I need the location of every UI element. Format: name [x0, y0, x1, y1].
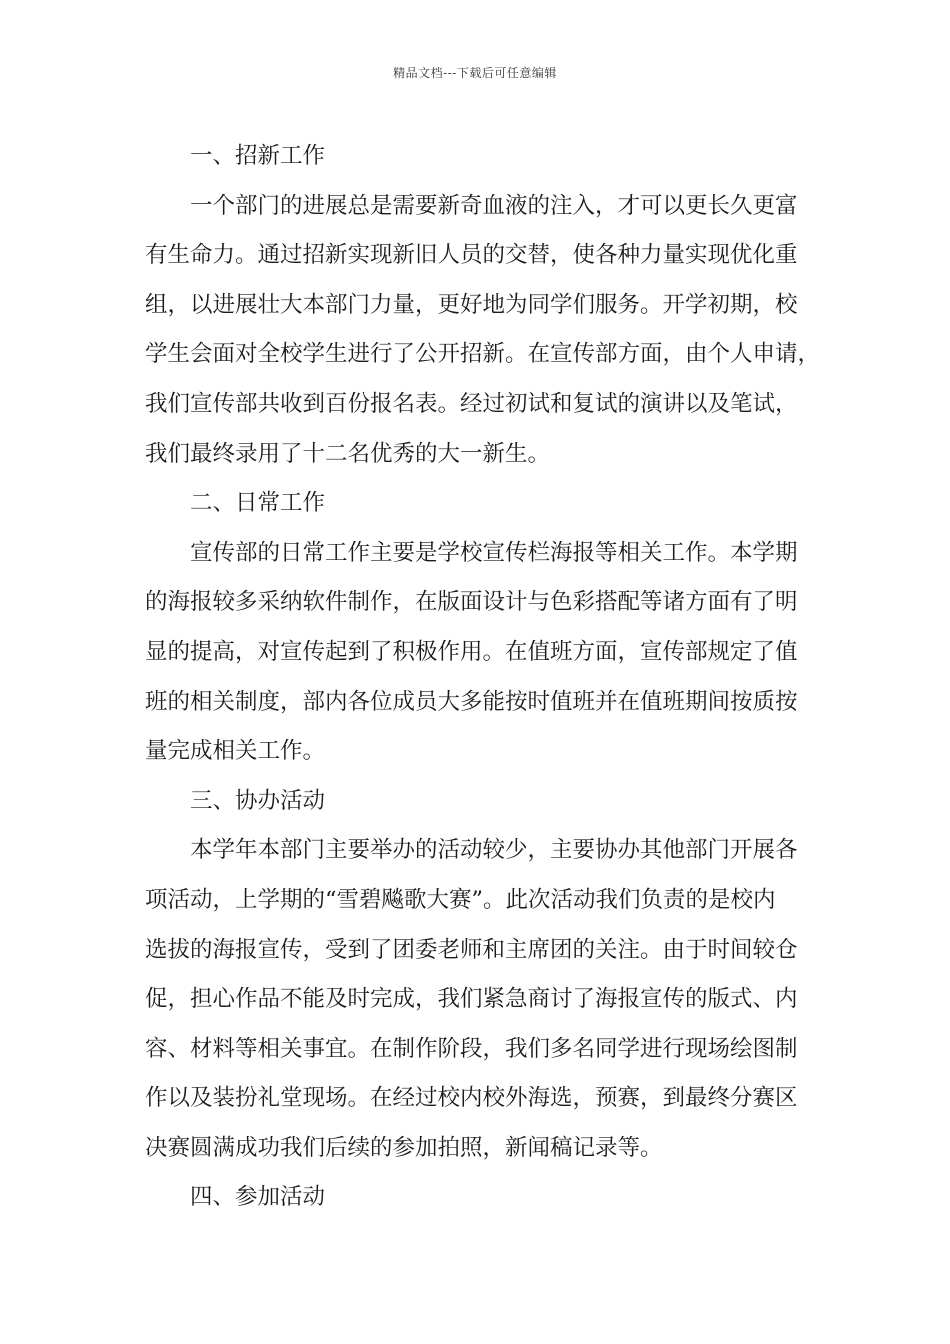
paragraph-line: 促，担心作品不能及时完成，我们紧急商讨了海报宣传的版式、内: [145, 986, 798, 1013]
paragraph-line: 项活动，上学期的“雪碧飚歌大赛”。此次活动我们负责的是校内: [145, 886, 776, 913]
paragraph-line: 有生命力。通过招新实现新旧人员的交替，使各种力量实现优化重: [145, 242, 798, 269]
paragraph-line: 组，以进展壮大本部门力量，更好地为同学们服务。开学初期，校: [145, 291, 798, 318]
paragraph-line: 学生会面对全校学生进行了公开招新。在宣传部方面，由个人申请，: [145, 341, 821, 368]
paragraph-line: 一个部门的进展总是需要新奇血液的注入，才可以更长久更富: [190, 192, 798, 219]
page-header-watermark: 精品文档---下载后可任意编辑: [393, 66, 557, 80]
paragraph-line: 我们宣传部共收到百份报名表。经过初试和复试的演讲以及笔试，: [145, 390, 798, 417]
paragraph-line: 容、材料等相关事宜。在制作阶段，我们多名同学进行现场绘图制: [145, 1035, 798, 1062]
paragraph-line: 选拔的海报宣传，受到了团委老师和主席团的关注。由于时间较仓: [145, 936, 798, 963]
paragraph-line: 我们最终录用了十二名优秀的大一新生。: [145, 440, 551, 467]
section-heading: 一、招新工作: [190, 143, 326, 169]
section-heading: 四、参加活动: [190, 1184, 326, 1211]
paragraph-line: 班的相关制度，部内各位成员大多能按时值班并在值班期间按质按: [145, 688, 798, 715]
paragraph-line: 的海报较多采纳软件制作，在版面设计与色彩搭配等诸方面有了明: [145, 589, 798, 616]
paragraph-line: 本学年本部门主要举办的活动较少，主要协办其他部门开展各: [190, 837, 798, 864]
paragraph-line: 作以及装扮礼堂现场。在经过校内校外海选，预赛，到最终分赛区: [145, 1085, 798, 1112]
paragraph-line: 显的提高，对宣传起到了积极作用。在值班方面，宣传部规定了值: [145, 638, 798, 665]
paragraph-line: 宣传部的日常工作主要是学校宣传栏海报等相关工作。本学期: [190, 539, 798, 566]
document-body: [145, 132, 820, 1223]
paragraph-line: 量完成相关工作。: [145, 738, 326, 765]
section-heading: 三、协办活动: [190, 787, 326, 814]
paragraph-line: 决赛圆满成功我们后续的参加拍照，新闻稿记录等。: [145, 1134, 663, 1161]
section-heading: 二、日常工作: [190, 490, 326, 517]
